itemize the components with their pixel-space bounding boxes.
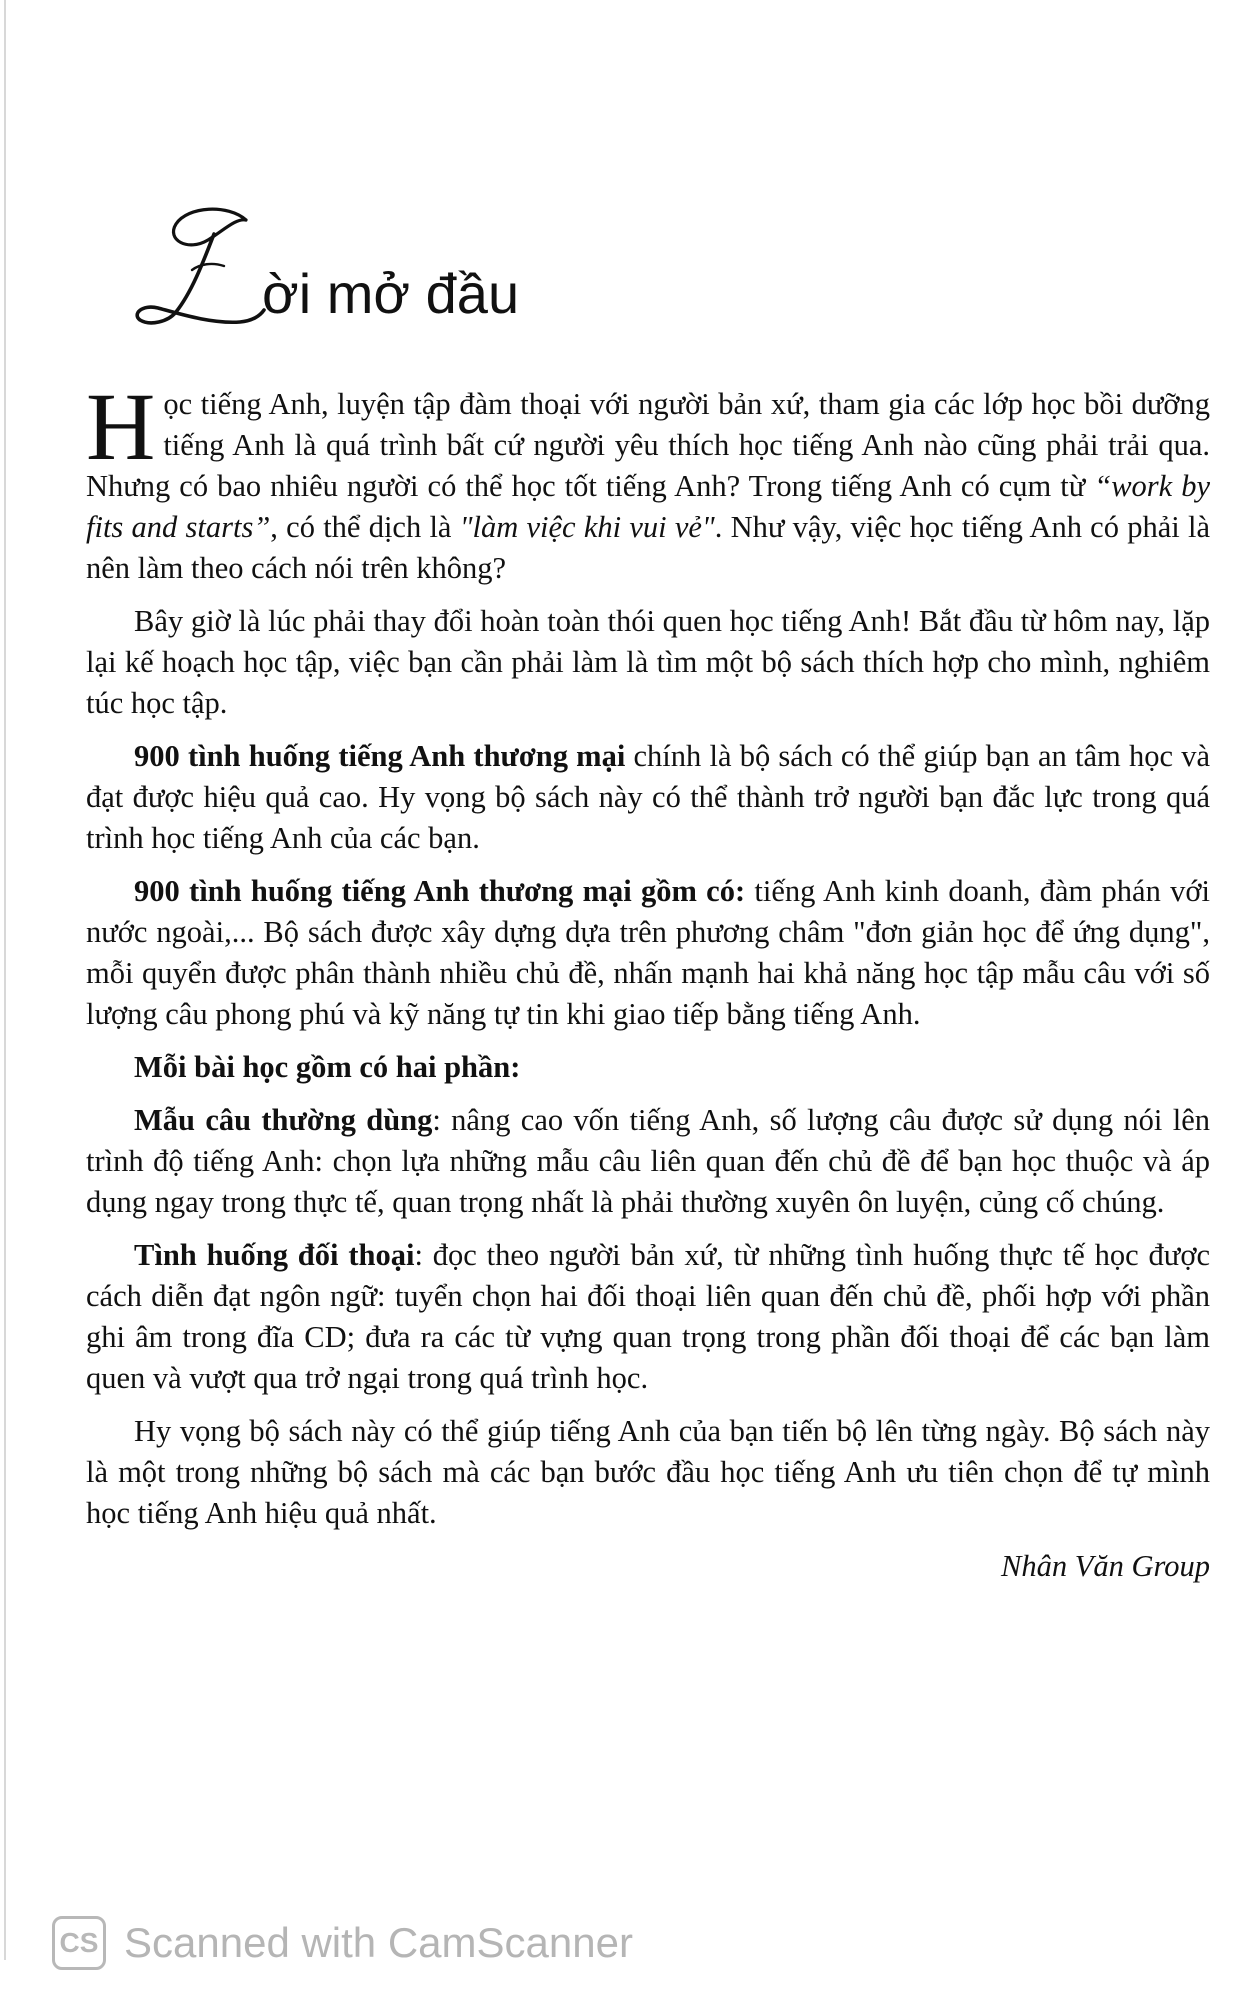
paragraph-change-habit (86, 601, 1210, 724)
drop-cap: H (86, 373, 156, 480)
paragraph-intro (86, 373, 1211, 589)
paragraph-text: ọc tiếng Anh, luyện tập đàm thoại với người bản xứ, tham gia các lớp học bồi dưỡng tiếng Anh là quá trình bất cứ người yêu thích học tiếng Anh nào cũng phải trải qua. Nhưng có bao nhiêu người có thể học tốt tiếng Anh? Trong tiếng Anh có cụm từ (86, 387, 1210, 503)
camscanner-watermark (52, 1916, 633, 1970)
book-title: 900 tình huống tiếng Anh thương mại (134, 739, 626, 773)
paragraph-closing (86, 1411, 1210, 1534)
paragraph-text: . Như vậy, việc học tiếng Anh có phải là nên làm theo cách nói trên không? (86, 510, 1210, 585)
script-initial-l (128, 200, 278, 340)
common-phrases-heading: Mẫu câu thường dùng (134, 1103, 433, 1137)
watermark-label: Scanned with CamScanner (124, 1919, 633, 1966)
paragraph-text: tiếng Anh kinh doanh, đàm phán với nước ngoài,... Bộ sách được xây dựng dựa trên phương châm "đơn giản học để ứng dụng", mỗi quyển được phân thành nhiều chủ đề, nhấn mạnh hai khả năng học tập mẫu câu với số lượng câu phong phú và kỹ năng tự tin khi giao tiếp bằng tiếng Anh. (86, 874, 1210, 1031)
paragraph-text: Bây giờ là lúc phải thay đổi hoàn toàn thói quen học tiếng Anh! Bắt đầu từ hôm nay, lặp lại kế hoạch học tập, việc bạn cần phải làm là tìm một bộ sách thích hợp cho mình, nghiêm túc học tập. (86, 604, 1210, 720)
author-signature: Nhân Văn Group (1001, 1549, 1210, 1583)
paragraph-text: : đọc theo người bản xứ, từ những tình huống thực tế học được cách diễn đạt ngôn ngữ: tuyển chọn hai đối thoại liên quan đến chủ đề, phối hợp với phần ghi âm trong đĩa CD; đưa ra các từ vựng quan trọng trong phần đối thoại để các bạn làm quen và vượt qua trở ngại trong quá trình học. (86, 1238, 1210, 1395)
paragraph-dialogue-situations (86, 1235, 1210, 1399)
dialogue-heading: Tình huống đối thoại (134, 1238, 415, 1272)
paragraph-text: Hy vọng bộ sách này có thể giúp tiếng Anh của bạn tiến bộ lên từng ngày. Bộ sách này là một trong những bộ sách mà các bạn bước đầu học tiếng Anh ưu tiên chọn để tự mình học tiếng Anh hiệu quả nhất. (86, 1414, 1210, 1530)
idiom-translation: "làm việc khi vui vẻ" (459, 510, 715, 544)
paragraph-text: : nâng cao vốn tiếng Anh, số lượng câu được sử dụng nói lên trình độ tiếng Anh: chọn lựa những mẫu câu liên quan đến chủ đề để bạn học thuộc và áp dụng ngay trong thực tế, quan trọng nhất là phải thường xuyên ôn luyện, củng cố chúng. (86, 1103, 1210, 1219)
idiom-phrase: “work by fits and starts” (86, 469, 1211, 544)
paragraph-book-benefit (86, 736, 1210, 859)
lesson-parts-heading: Mỗi bài học gồm có hai phần: (134, 1050, 521, 1084)
paragraph-text: chính là bộ sách có thể giúp bạn an tâm học và đạt được hiệu quả cao. Hy vọng bộ sách này có thể thành trở người bạn đắc lực trong quá trình học tiếng Anh của các bạn. (86, 739, 1211, 855)
book-contents-heading: 900 tình huống tiếng Anh thương mại gồm có: (134, 874, 746, 908)
paragraph-text: , có thể dịch là (270, 510, 460, 544)
page-title-text: ời mở đầu (262, 262, 520, 325)
page-title (128, 200, 519, 340)
paragraph-book-contents (86, 871, 1210, 1035)
paragraph-common-phrases (86, 1100, 1210, 1223)
preface-body (86, 373, 1211, 1587)
scan-edge-line (4, 0, 6, 1960)
paragraph-lesson-parts (86, 1047, 1210, 1088)
camscanner-logo-icon: CS (52, 1916, 106, 1970)
